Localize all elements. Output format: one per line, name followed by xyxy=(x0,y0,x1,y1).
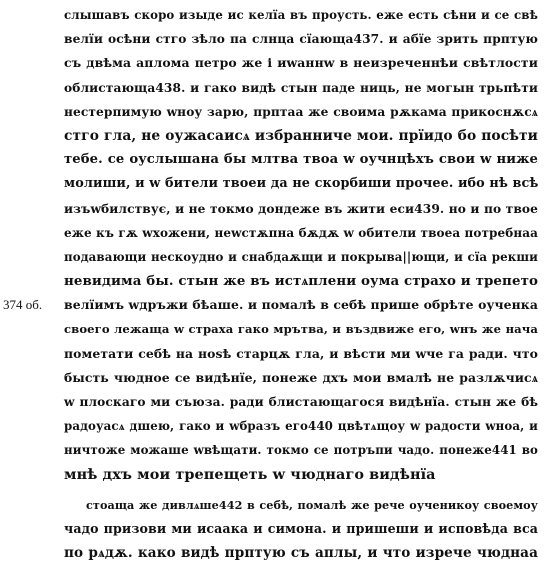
text-line: бысть чюдное се видѣнїе, понеже дхъ мои вмалѣ не разлѫчисѧ xyxy=(64,369,538,385)
text-line: по рѧдѫ. како видѣ прптую съ аплы, и что изрече чюднаа xyxy=(64,545,538,562)
text-line: w плоскаго ми съюза. ради блистающагося видѣнїа. стын же бѣ xyxy=(64,395,538,409)
text-line: слышавъ скоро изыде ис келїа въ проусть. еже есть сѣни и се свѣ xyxy=(64,8,538,22)
text-line: съ двѣма апломa петро же і иwаннw в неизреченнѣи свѣтлости xyxy=(64,55,538,71)
text-line: облистающа438. и гако видѣ стын паде ниць, не могын трьпѣти xyxy=(64,80,538,95)
text-line: радоуасѧ дшею, гако и wбразъ его440 цвѣтѧщоу w радости wноа, и xyxy=(64,419,538,434)
text-line: тебе. се оуслышана бы млтва твоа w оучнцѣхъ свои w ниже xyxy=(64,152,538,168)
text-line: невидима бы. стын же въ истѧплени оума страхо и трепето xyxy=(64,273,538,290)
text-line: еже къ гѫ wхожени, неwстѫпна бѫдѫ w обители твоеа потребнаа xyxy=(64,225,538,240)
text-line: стоаща же дивлѧше442 в себѣ, помалѣ же рече оученикоу своемоу xyxy=(86,497,538,512)
text-line: ничтоже можаше wвѣщати. токмо се потръпи чадо. понеже441 во xyxy=(64,443,538,458)
text-line: велїи осѣни стго зѣло па слнца сїающа437. и абїе зрить прптую xyxy=(64,32,538,47)
text-line: стго гла, не оужасаисѧ избранниче мои. прїидо бо посѣти xyxy=(64,127,538,144)
text-line: пометати себѣ на ноѕѣ старцѫ гла, и вѣсти ми wче га ради. что xyxy=(64,345,538,361)
text-line: велїимъ wдръжи бѣаше. и помалѣ в себѣ прише обрѣте оученка xyxy=(64,297,538,313)
text-line: молиши, и w бители твоеи да не скорбиши прочее. ибо нѣ всѣ xyxy=(64,176,539,192)
text-line: чадо призови ми исаака и симона. и пришеши и исповѣда вса xyxy=(64,520,538,536)
text-column xyxy=(64,3,538,565)
text-line: нестерпимую wноу зарю, прптаа же своима рѫкама прикоснѫсѧ xyxy=(64,104,538,119)
text-line: своего лежаща w страха гако мрътва, и въздвиже его, wнъ же нача xyxy=(64,322,538,337)
margin-folio-note: 374 об. xyxy=(3,297,43,312)
text-line: подавающи нескоудно и снабдаѫщи и покрыва||ющи, и сїа рекши xyxy=(64,249,538,264)
text-line: мнѣ дхъ мои трепещеть w чюднаго видѣнїа xyxy=(64,465,436,483)
text-line: изъwбилствує, и не токмо дондеже въ жити еси439. но и по твое xyxy=(64,201,538,216)
